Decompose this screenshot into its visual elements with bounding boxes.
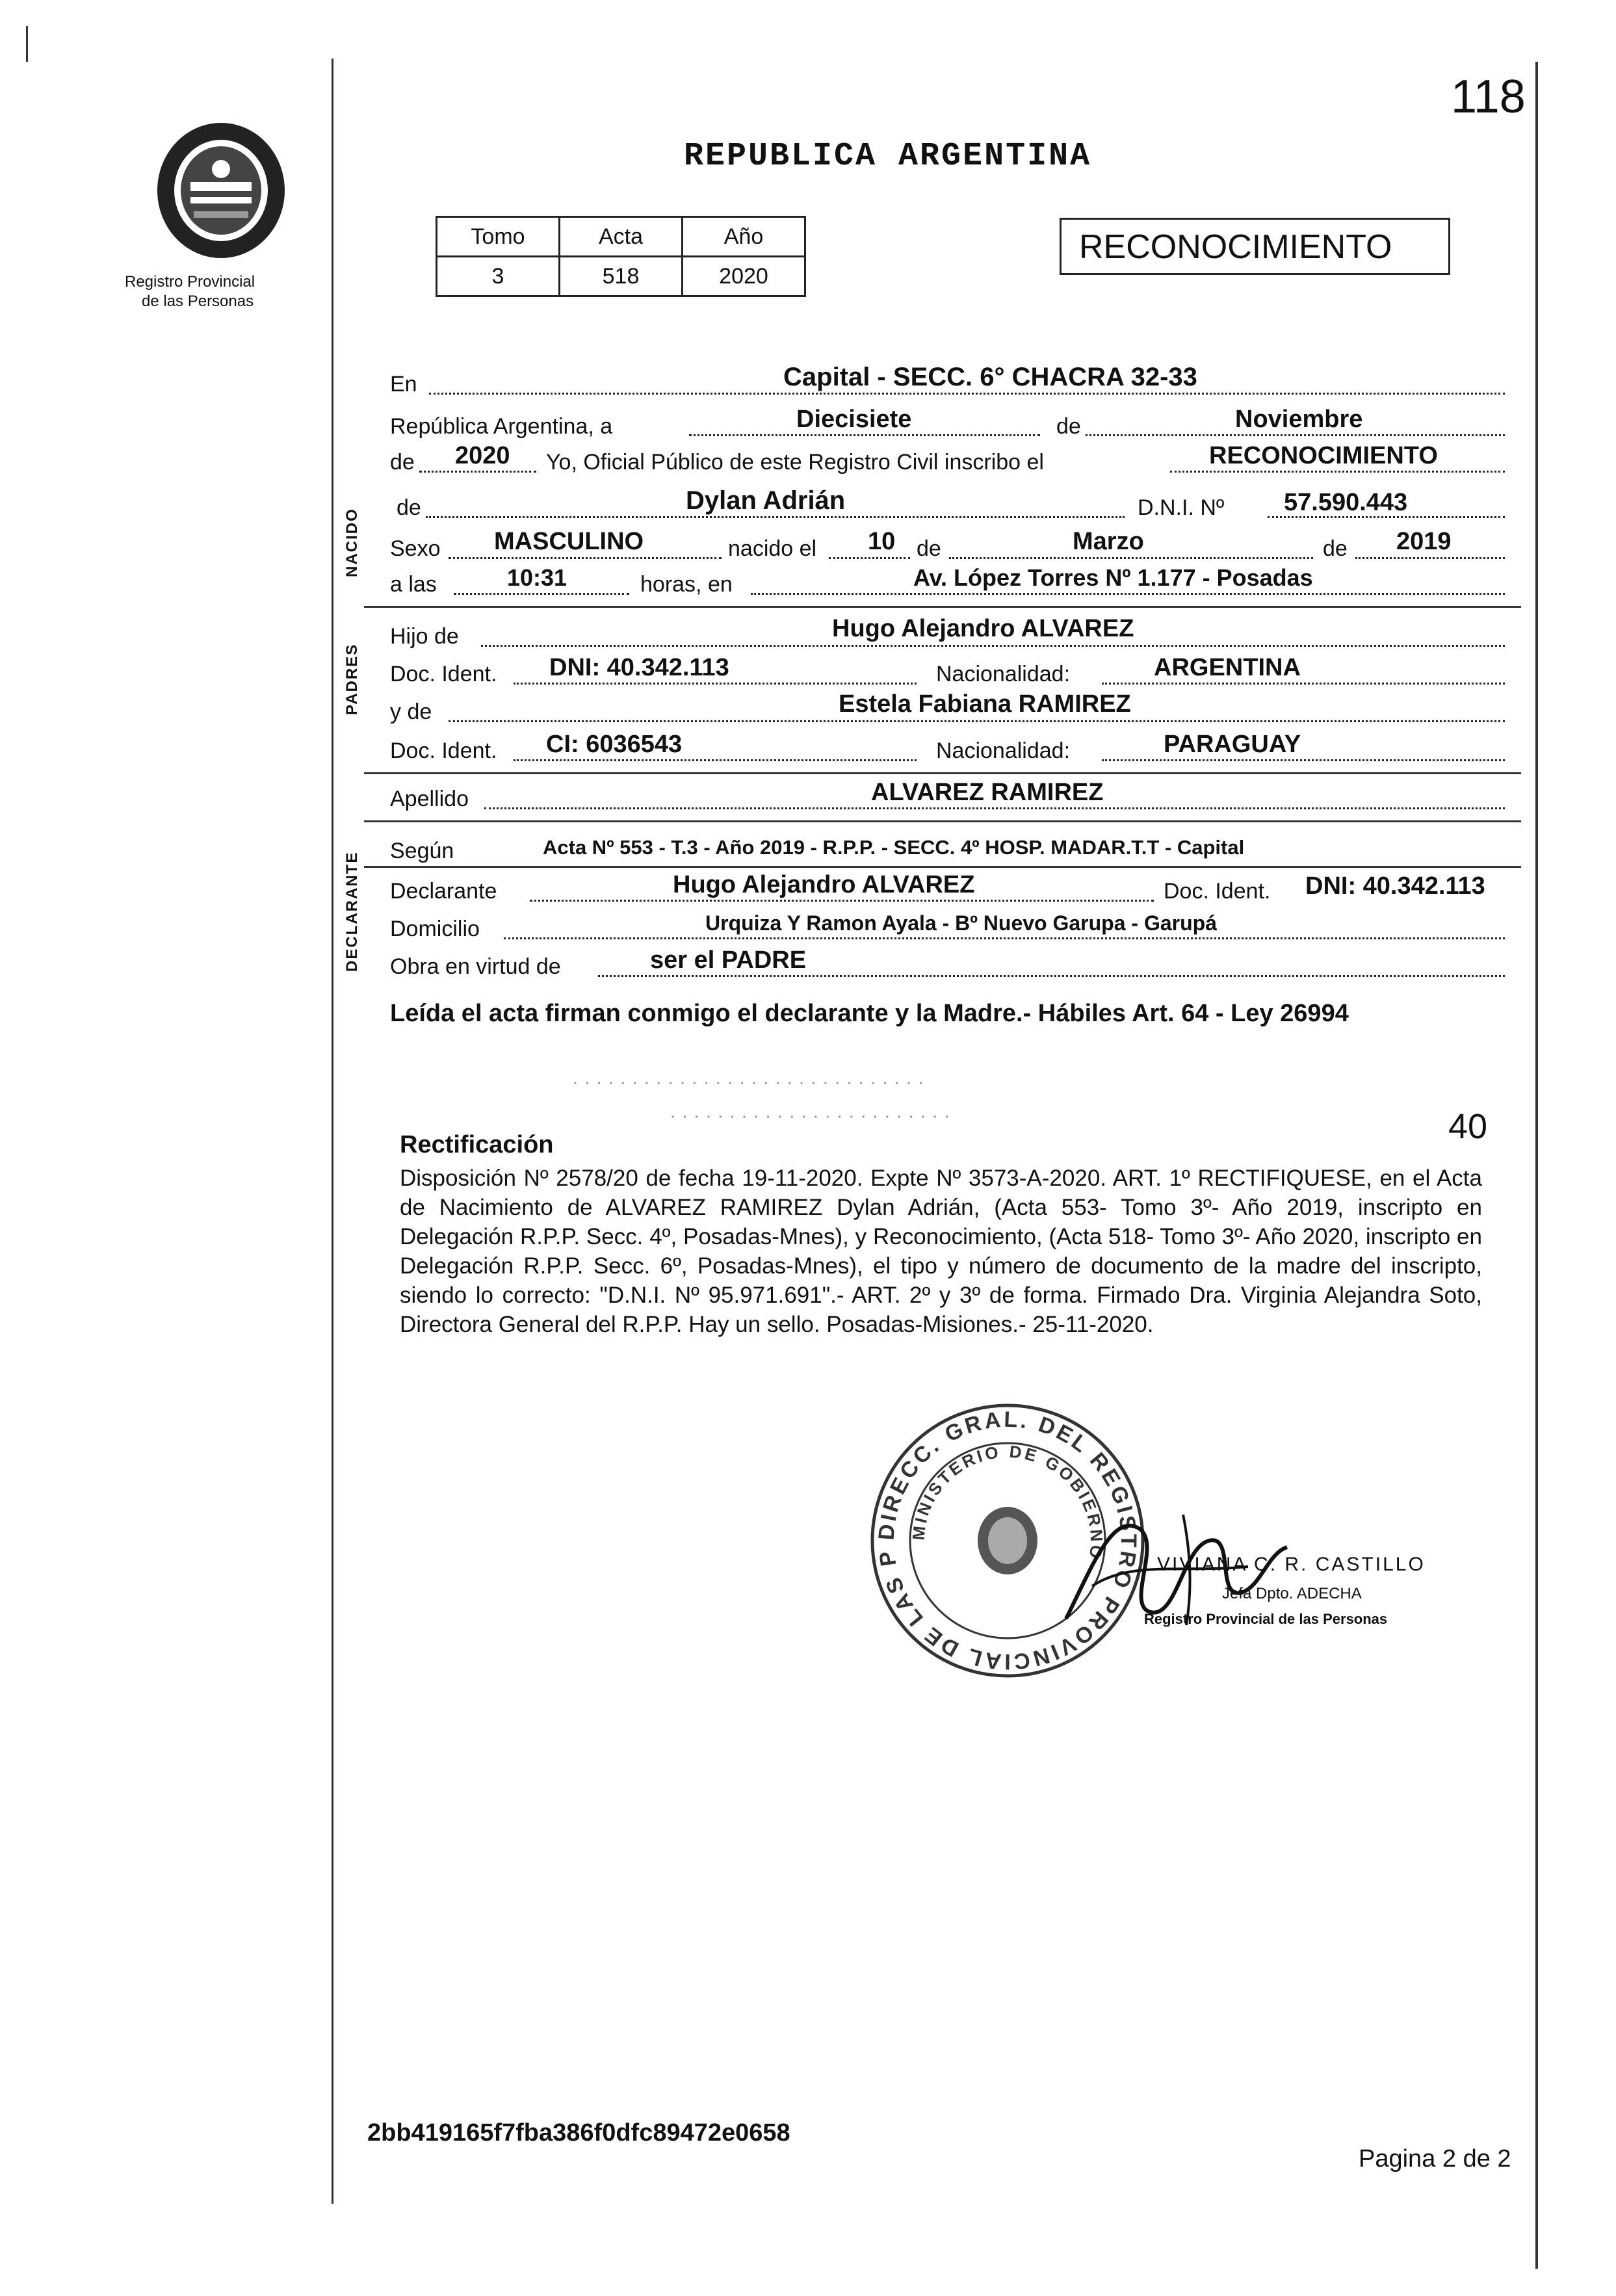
province-logo bbox=[155, 120, 288, 260]
section-divider-2 bbox=[364, 772, 1521, 774]
document-hash: 2bb419165f7fba386f0dfc89472e0658 bbox=[367, 2119, 790, 2146]
far-left-line bbox=[26, 26, 28, 62]
section-divider-1 bbox=[364, 606, 1521, 608]
padre-nac-label: Nacionalidad: bbox=[936, 662, 1071, 686]
decl-doc-label: Doc. Ident. bbox=[1164, 879, 1271, 904]
page-indicator: Pagina 2 de 2 bbox=[1359, 2145, 1511, 2172]
stamp-ring-text: DIRECC. GRAL. DEL REGISTRO PROVINCIAL DE LAS P bbox=[874, 1407, 1141, 1675]
anio-value: 2020 bbox=[455, 442, 510, 469]
nac-anio-value: 2019 bbox=[1396, 528, 1452, 555]
nac-mes-value: Marzo bbox=[1073, 528, 1144, 555]
dni-label: D.N.I. Nº bbox=[1138, 495, 1225, 520]
madre-nac-value: PARAGUAY bbox=[1164, 731, 1301, 758]
table-value-tomo: 3 bbox=[437, 257, 560, 296]
rectificacion-title: Rectificación bbox=[400, 1131, 554, 1158]
section-divider-4 bbox=[364, 866, 1521, 868]
signer-role-2: Registro Provincial de las Personas bbox=[1144, 1611, 1388, 1627]
madre-value: Estela Fabiana RAMIREZ bbox=[839, 690, 1131, 718]
mes-dots bbox=[1086, 434, 1505, 436]
padre-nac-dots bbox=[1102, 683, 1505, 685]
nombre-value: Dylan Adrián bbox=[686, 486, 846, 515]
signer-name: VIVIANA C. R. CASTILLO bbox=[1157, 1554, 1426, 1575]
segun-value: Acta Nº 553 - T.3 - Año 2019 - R.P.P. - SECC. 4º HOSP. MADAR.T.T - Capital bbox=[543, 836, 1245, 859]
padre-doc-dots bbox=[514, 683, 917, 685]
padre-doc-label: Doc. Ident. bbox=[390, 662, 497, 686]
padre-dots bbox=[481, 645, 1505, 647]
nombre-dots bbox=[426, 516, 1125, 518]
madre-doc-label: Doc. Ident. bbox=[390, 738, 497, 763]
yde-label: y de bbox=[390, 699, 432, 724]
logo-caption-2: de las Personas bbox=[142, 293, 254, 310]
stamp-inner-text: MINISTERIO DE GOBIERNO bbox=[908, 1441, 1107, 1563]
obra-dots bbox=[598, 975, 1505, 977]
bleed-through-text: · · · · · · · · · · · · · · · · · · · · · · · · bbox=[670, 1105, 950, 1127]
lugar-value: Av. López Torres Nº 1.177 - Posadas bbox=[913, 564, 1313, 591]
madre-nac-dots bbox=[1102, 759, 1505, 761]
declarante-label: Declarante bbox=[390, 879, 497, 904]
domicilio-value: Urquiza Y Ramon Ayala - Bº Nuevo Garupa - Garupá bbox=[705, 911, 1217, 935]
document-title: REPUBLICA ARGENTINA bbox=[684, 138, 1092, 175]
hijo-label: Hijo de bbox=[390, 624, 459, 649]
logo-caption-1: Registro Provincial bbox=[125, 273, 255, 291]
page-number: 118 bbox=[1451, 71, 1526, 123]
side-label-padres: PADRES bbox=[343, 643, 361, 715]
dia-dots bbox=[689, 434, 1040, 436]
sexo-dots bbox=[449, 557, 722, 559]
padre-doc-value: DNI: 40.342.113 bbox=[549, 654, 729, 681]
table-header-anio: Año bbox=[683, 217, 805, 257]
table-header-acta: Acta bbox=[560, 217, 683, 257]
inscribo-dots bbox=[1170, 471, 1505, 473]
mes-value: Noviembre bbox=[1235, 406, 1363, 433]
sexo-label: Sexo bbox=[390, 536, 441, 561]
inscribo-value: RECONOCIMIENTO bbox=[1209, 442, 1438, 469]
nacido-label: nacido el bbox=[728, 536, 817, 561]
de-label: de bbox=[1056, 414, 1081, 439]
madre-nac-label: Nacionalidad: bbox=[936, 738, 1071, 763]
obra-label: Obra en virtud de bbox=[390, 954, 561, 979]
de-label-anio: de bbox=[390, 450, 415, 475]
declarante-dots bbox=[530, 900, 1154, 902]
padre-nac-value: ARGENTINA bbox=[1154, 654, 1301, 681]
hora-value: 10:31 bbox=[507, 564, 567, 591]
alas-label: a las bbox=[390, 572, 437, 597]
decl-doc-value: DNI: 40.342.113 bbox=[1305, 872, 1485, 900]
rectificacion-body: Disposición Nº 2578/20 de fecha 19-11-2020. Expte Nº 3573-A-2020. ART. 1º RECTIFIQUESE, en el Acta de Nacimiento de ALVAREZ RAMIREZ Dylan Adrián, (Acta 553- Tomo 3º- Año 2019, inscripto en Delegación R.P.P. Secc. 4º, Posadas-Mnes), y Reconocimiento, (Acta 518- Tomo 3º- Año 2020, inscripto en Delegación R.P.P. Secc. 6º, Posadas-Mnes), el tipo y número de documento de la madre del inscripto, siendo lo correcto: "D.N.I. Nº 95.971.691".- ART. 2º y 3º de forma. Firmado Dra. Virginia Alejandra Soto, Directora General del R.P.P. Hay un sello. Posadas-Misiones.- 25-11-2020. bbox=[400, 1166, 1482, 1337]
signer-role-1: Jefa Dpto. ADECHA bbox=[1222, 1585, 1362, 1602]
sexo-value: MASCULINO bbox=[494, 528, 644, 555]
left-margin-line bbox=[332, 59, 333, 2204]
domicilio-label: Domicilio bbox=[390, 917, 480, 941]
en-value: Capital - SECC. 6° CHACRA 32-33 bbox=[783, 363, 1197, 391]
en-label: En bbox=[390, 372, 417, 397]
apellido-value: ALVAREZ RAMIREZ bbox=[871, 779, 1104, 806]
dni-value: 57.590.443 bbox=[1284, 489, 1408, 516]
province-seal-icon bbox=[155, 120, 288, 260]
side-label-nacido: NACIDO bbox=[343, 508, 361, 577]
bleed-through-text: · · · · · · · · · · · · · · · · · · · · · · · · · · · · · · bbox=[572, 1071, 924, 1093]
nac-dia-dots bbox=[829, 557, 910, 559]
hora-dots bbox=[454, 593, 629, 595]
de-label-nombre: de bbox=[397, 495, 421, 520]
act-type-label: RECONOCIMIENTO bbox=[1079, 228, 1392, 266]
right-border-line bbox=[1535, 62, 1538, 2269]
domicilio-dots bbox=[504, 937, 1505, 939]
de-label-nac: de bbox=[917, 536, 941, 561]
nac-dia-value: 10 bbox=[868, 528, 896, 555]
apellido-dots bbox=[484, 807, 1505, 809]
lugar-dots bbox=[751, 593, 1505, 595]
madre-dots bbox=[449, 720, 1505, 722]
anio-dots bbox=[419, 471, 536, 473]
side-label-declarante: DECLARANTE bbox=[343, 851, 361, 972]
declarante-value: Hugo Alejandro ALVAREZ bbox=[673, 871, 975, 898]
madre-doc-dots bbox=[514, 759, 917, 761]
dia-value: Diecisiete bbox=[796, 406, 912, 433]
madre-doc-value: CI: 6036543 bbox=[546, 731, 683, 758]
apellido-label: Apellido bbox=[390, 787, 469, 811]
table-header-tomo: Tomo bbox=[437, 217, 560, 257]
table-value-acta: 518 bbox=[560, 257, 683, 296]
republica-label: República Argentina, a bbox=[390, 414, 613, 439]
margin-number: 40 bbox=[1448, 1107, 1488, 1146]
obra-value: ser el PADRE bbox=[650, 946, 807, 974]
padre-value: Hugo Alejandro ALVAREZ bbox=[832, 615, 1134, 642]
horas-en-label: horas, en bbox=[640, 572, 733, 597]
registry-table bbox=[436, 216, 806, 297]
en-dots bbox=[429, 393, 1505, 395]
nac-anio-dots bbox=[1355, 557, 1505, 559]
table-value-anio: 2020 bbox=[683, 257, 805, 296]
section-divider-3 bbox=[364, 820, 1521, 822]
nac-mes-dots bbox=[949, 557, 1313, 559]
oficial-text: Yo, Oficial Público de este Registro Civil inscribo el bbox=[546, 450, 1044, 475]
closing-statement: Leída el acta firman conmigo el declarante y la Madre.- Hábiles Art. 64 - Ley 26994 bbox=[390, 1000, 1349, 1027]
segun-label: Según bbox=[390, 839, 454, 863]
de-label-nac-anio: de bbox=[1323, 536, 1348, 561]
